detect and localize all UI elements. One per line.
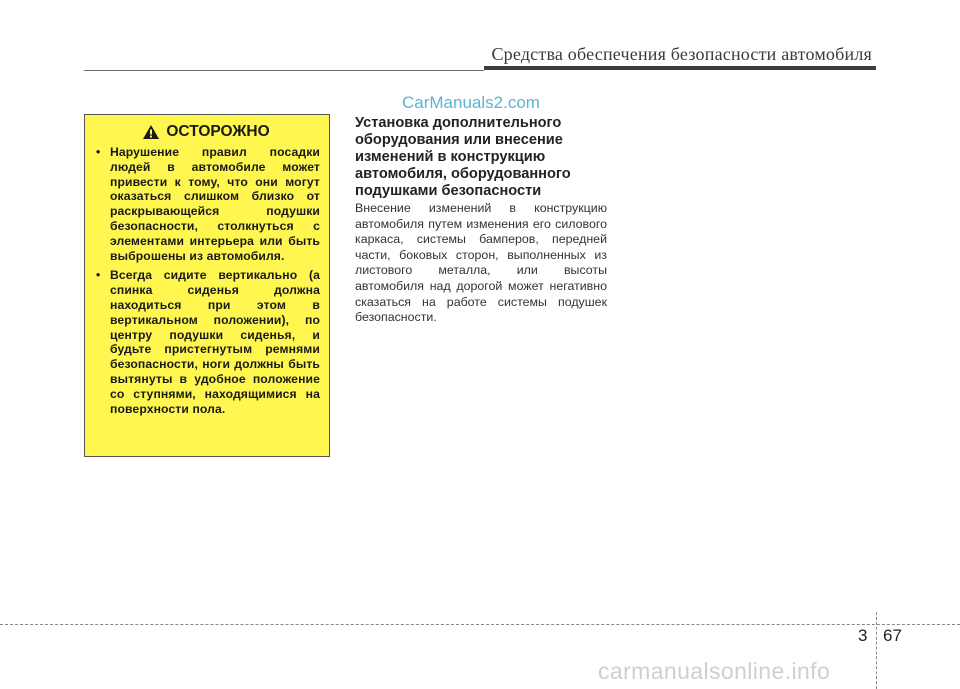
chapter-header-title: Средства обеспечения безопасности автомобиля <box>491 44 872 64</box>
warning-box <box>84 114 330 457</box>
footer-rule <box>0 624 960 625</box>
watermark-bottom: carmanualsonline.info <box>598 658 831 684</box>
footer-divider <box>876 612 877 689</box>
page-number: 67 <box>883 626 902 645</box>
header-rule-thin <box>84 70 484 71</box>
warning-list <box>92 145 320 416</box>
watermark-top: CarManuals2.com <box>402 93 540 112</box>
warning-header <box>92 123 320 141</box>
section-body: Внесение изменений в конструкцию автомобиля путем изменения его силового каркаса, системы бамперов, передней части, боковых сторон, выполненных из листового металла, или высоты автомобиля над дорогой может негативно сказаться на работе системы подушек безопасности. <box>355 201 607 325</box>
warning-triangle-icon <box>142 124 160 140</box>
page-chapter-number: 3 <box>858 626 868 645</box>
header-rule-thick <box>484 66 876 70</box>
warning-title: ОСТОРОЖНО <box>166 123 270 140</box>
section-title: Установка дополнительного оборудования или внесение изменений в конструкцию автомобиля, оборудованного подушками безопасности <box>355 115 571 199</box>
warning-item: • Всегда сидите вертикально (а спинка сиденья должна находиться при этом в вертикальном положении), по центру подушки сиденья, и будьте пристегнутым ремнями безопасности, ноги должны быть вытянуты в удобное положение со ступнями, находящимися на поверхности пола. <box>92 268 320 416</box>
warning-item: • Нарушение правил посадки людей в автомобиле может привести к тому, что они могут оказаться слишком близко от раскрывающейся подушки безопасности, столкнуться с элементами интерьера или быть выброшены из автомобиля. <box>92 145 320 263</box>
